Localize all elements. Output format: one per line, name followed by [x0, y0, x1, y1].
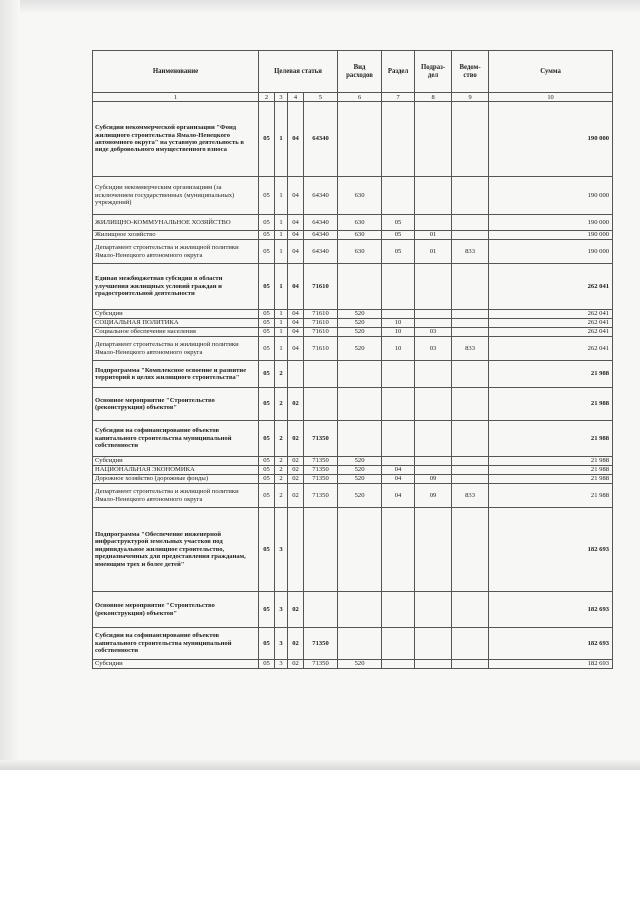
row-sum-cell: 262 041 — [489, 328, 613, 337]
row-code-cell-c3: 2 — [275, 475, 288, 484]
row-code-cell-c8: 03 — [415, 328, 452, 337]
row-code-cell-c3: 2 — [275, 388, 288, 421]
row-code-cell-c5: 71350 — [304, 457, 338, 466]
row-code-cell-c7 — [382, 388, 415, 421]
row-sum-cell: 190 000 — [489, 231, 613, 240]
table-row — [93, 328, 613, 337]
row-code-cell-c7 — [382, 628, 415, 660]
row-code-cell-c7: 04 — [382, 466, 415, 475]
row-code-cell-c7 — [382, 508, 415, 592]
row-code-cell-c6 — [338, 421, 382, 457]
table-row — [93, 466, 613, 475]
row-code-cell-c4: 04 — [288, 264, 304, 310]
column-number: 2 — [259, 93, 275, 102]
row-name-cell: Департамент строительства и жилищной политики Ямало-Ненецкого автономного округа — [93, 484, 259, 508]
row-sum-cell: 262 041 — [489, 337, 613, 361]
row-name-cell: Подпрограмма "Обеспечение инженерной инфраструктурой земельных участков под индивидуальное жилищное строительство, предназначенных для предоставления гражданам, имеющим трех и более детей" — [93, 508, 259, 592]
table-row — [93, 484, 613, 508]
row-code-cell-c5: 64340 — [304, 102, 338, 177]
row-name-cell: Субсидии — [93, 660, 259, 669]
row-code-cell-c6: 630 — [338, 215, 382, 231]
table-row — [93, 421, 613, 457]
row-code-cell-c4: 04 — [288, 337, 304, 361]
row-code-cell-c3: 1 — [275, 177, 288, 215]
row-name-cell: Подпрограмма "Комплексное освоение и развитие территорий в целях жилищного строительства" — [93, 361, 259, 388]
row-name-cell: Субсидии — [93, 457, 259, 466]
row-name-cell: Жилищное хозяйство — [93, 231, 259, 240]
row-sum-cell: 21 988 — [489, 457, 613, 466]
row-name-cell: Социальное обеспечение населения — [93, 328, 259, 337]
row-code-cell-c3: 3 — [275, 592, 288, 628]
row-code-cell-c3: 2 — [275, 466, 288, 475]
row-code-cell-c9 — [452, 508, 489, 592]
row-code-cell-c6 — [338, 592, 382, 628]
row-code-cell-c9 — [452, 264, 489, 310]
row-code-cell-c5: 71350 — [304, 628, 338, 660]
row-code-cell-c8 — [415, 310, 452, 319]
row-code-cell-c5 — [304, 508, 338, 592]
row-code-cell-c2: 05 — [259, 361, 275, 388]
row-code-cell-c6: 520 — [338, 310, 382, 319]
header-sum: Сумма — [489, 51, 613, 93]
column-number: 3 — [275, 93, 288, 102]
row-code-cell-c6: 520 — [338, 337, 382, 361]
row-code-cell-c9: 833 — [452, 484, 489, 508]
row-code-cell-c8 — [415, 628, 452, 660]
row-code-cell-c2: 05 — [259, 215, 275, 231]
row-code-cell-c4: 04 — [288, 310, 304, 319]
row-name-cell: Единая межбюджетная субсидия в области улучшения жилищных условий граждан и градостроительной деятельности — [93, 264, 259, 310]
header-target: Целевая статья — [259, 51, 338, 93]
row-code-cell-c4: 04 — [288, 240, 304, 264]
row-code-cell-c7 — [382, 592, 415, 628]
row-code-cell-c9 — [452, 475, 489, 484]
row-code-cell-c9 — [452, 421, 489, 457]
row-code-cell-c3: 1 — [275, 240, 288, 264]
table-row — [93, 102, 613, 177]
table-row — [93, 310, 613, 319]
row-sum-cell: 262 041 — [489, 310, 613, 319]
table-row — [93, 508, 613, 592]
row-code-cell-c5: 64340 — [304, 240, 338, 264]
table-row — [93, 231, 613, 240]
row-code-cell-c4: 02 — [288, 475, 304, 484]
row-code-cell-c3: 3 — [275, 628, 288, 660]
row-code-cell-c4: 02 — [288, 660, 304, 669]
table-row — [93, 264, 613, 310]
row-name-cell: НАЦИОНАЛЬНАЯ ЭКОНОМИКА — [93, 466, 259, 475]
table-row — [93, 361, 613, 388]
row-code-cell-c4 — [288, 508, 304, 592]
column-number: 9 — [452, 93, 489, 102]
row-code-cell-c7 — [382, 310, 415, 319]
row-code-cell-c3: 3 — [275, 660, 288, 669]
row-sum-cell: 21 988 — [489, 484, 613, 508]
row-code-cell-c3: 1 — [275, 337, 288, 361]
row-code-cell-c8 — [415, 177, 452, 215]
row-code-cell-c8 — [415, 361, 452, 388]
row-code-cell-c2: 05 — [259, 592, 275, 628]
header-subsection: Подраз-дел — [415, 51, 452, 93]
row-code-cell-c8: 09 — [415, 475, 452, 484]
row-code-cell-c2: 05 — [259, 240, 275, 264]
row-code-cell-c6: 630 — [338, 231, 382, 240]
row-code-cell-c5: 64340 — [304, 177, 338, 215]
row-code-cell-c4: 04 — [288, 215, 304, 231]
table-row — [93, 475, 613, 484]
row-sum-cell: 262 041 — [489, 264, 613, 310]
row-code-cell-c6 — [338, 508, 382, 592]
row-code-cell-c8 — [415, 466, 452, 475]
row-code-cell-c8: 01 — [415, 231, 452, 240]
row-sum-cell: 262 041 — [489, 319, 613, 328]
row-code-cell-c5: 71350 — [304, 475, 338, 484]
row-name-cell: Субсидии некоммерческим организациям (за исключением государственных (муниципальных) учреждений) — [93, 177, 259, 215]
row-code-cell-c7 — [382, 361, 415, 388]
row-code-cell-c5: 71610 — [304, 337, 338, 361]
row-code-cell-c7 — [382, 177, 415, 215]
table-row — [93, 215, 613, 231]
row-code-cell-c2: 05 — [259, 660, 275, 669]
row-code-cell-c2: 05 — [259, 421, 275, 457]
row-sum-cell: 190 000 — [489, 240, 613, 264]
row-code-cell-c2: 05 — [259, 319, 275, 328]
column-number-row — [93, 93, 613, 102]
table-row — [93, 337, 613, 361]
row-code-cell-c6: 520 — [338, 457, 382, 466]
row-code-cell-c4: 04 — [288, 177, 304, 215]
row-code-cell-c6 — [338, 264, 382, 310]
row-code-cell-c9 — [452, 319, 489, 328]
row-name-cell: Субсидии на софинансирование объектов капитального строительства муниципальной собственности — [93, 628, 259, 660]
row-code-cell-c2: 05 — [259, 484, 275, 508]
table-row — [93, 457, 613, 466]
table-row — [93, 177, 613, 215]
row-code-cell-c4 — [288, 361, 304, 388]
row-code-cell-c9 — [452, 215, 489, 231]
row-code-cell-c9 — [452, 328, 489, 337]
column-number: 6 — [338, 93, 382, 102]
row-code-cell-c6: 630 — [338, 240, 382, 264]
row-code-cell-c9 — [452, 457, 489, 466]
row-code-cell-c7 — [382, 660, 415, 669]
row-code-cell-c5: 71350 — [304, 421, 338, 457]
row-sum-cell: 190 000 — [489, 177, 613, 215]
row-code-cell-c5: 71610 — [304, 328, 338, 337]
row-code-cell-c5: 71350 — [304, 466, 338, 475]
row-code-cell-c5 — [304, 388, 338, 421]
row-code-cell-c6: 520 — [338, 466, 382, 475]
row-code-cell-c2: 05 — [259, 310, 275, 319]
row-code-cell-c9 — [452, 466, 489, 475]
row-code-cell-c9 — [452, 177, 489, 215]
row-code-cell-c2: 05 — [259, 388, 275, 421]
row-code-cell-c9: 833 — [452, 240, 489, 264]
row-code-cell-c2: 05 — [259, 628, 275, 660]
table-row — [93, 388, 613, 421]
row-code-cell-c9 — [452, 102, 489, 177]
row-code-cell-c5: 71610 — [304, 264, 338, 310]
row-code-cell-c3: 1 — [275, 310, 288, 319]
row-code-cell-c4: 04 — [288, 319, 304, 328]
row-code-cell-c6 — [338, 628, 382, 660]
row-code-cell-c6: 520 — [338, 475, 382, 484]
row-code-cell-c6 — [338, 388, 382, 421]
column-number: 7 — [382, 93, 415, 102]
row-code-cell-c4: 04 — [288, 328, 304, 337]
row-code-cell-c3: 1 — [275, 319, 288, 328]
row-code-cell-c2: 05 — [259, 466, 275, 475]
header-kind: Вид расходов — [338, 51, 382, 93]
row-code-cell-c8 — [415, 215, 452, 231]
header-dept: Ведом-ство — [452, 51, 489, 93]
table-row — [93, 319, 613, 328]
row-code-cell-c7: 10 — [382, 328, 415, 337]
table-row — [93, 660, 613, 669]
row-code-cell-c8 — [415, 508, 452, 592]
row-code-cell-c8 — [415, 264, 452, 310]
column-number: 1 — [93, 93, 259, 102]
row-name-cell: Основное мероприятие "Строительство (реконструкция) объектов" — [93, 388, 259, 421]
row-code-cell-c9: 833 — [452, 337, 489, 361]
row-name-cell: Субсидии — [93, 310, 259, 319]
row-code-cell-c7: 10 — [382, 319, 415, 328]
row-code-cell-c2: 05 — [259, 102, 275, 177]
column-number: 4 — [288, 93, 304, 102]
row-sum-cell: 182 693 — [489, 628, 613, 660]
row-code-cell-c3: 2 — [275, 457, 288, 466]
table-row — [93, 240, 613, 264]
row-code-cell-c3: 2 — [275, 484, 288, 508]
row-sum-cell: 182 693 — [489, 592, 613, 628]
row-code-cell-c3: 1 — [275, 328, 288, 337]
row-code-cell-c7 — [382, 102, 415, 177]
row-code-cell-c6: 520 — [338, 319, 382, 328]
row-code-cell-c5: 64340 — [304, 215, 338, 231]
table-row — [93, 628, 613, 660]
row-code-cell-c5 — [304, 592, 338, 628]
row-code-cell-c9 — [452, 388, 489, 421]
row-code-cell-c4: 02 — [288, 628, 304, 660]
row-code-cell-c6: 520 — [338, 484, 382, 508]
row-code-cell-c8 — [415, 660, 452, 669]
row-code-cell-c2: 05 — [259, 475, 275, 484]
column-number: 10 — [489, 93, 613, 102]
row-code-cell-c9 — [452, 592, 489, 628]
budget-table — [92, 50, 613, 669]
row-code-cell-c6: 520 — [338, 328, 382, 337]
row-code-cell-c4: 04 — [288, 102, 304, 177]
column-number: 5 — [304, 93, 338, 102]
row-code-cell-c3: 1 — [275, 102, 288, 177]
row-code-cell-c8 — [415, 319, 452, 328]
header-row — [93, 51, 613, 93]
row-code-cell-c2: 05 — [259, 457, 275, 466]
row-code-cell-c2: 05 — [259, 264, 275, 310]
scan-edge-bottom — [0, 760, 640, 770]
row-code-cell-c8 — [415, 102, 452, 177]
row-code-cell-c3: 3 — [275, 508, 288, 592]
row-code-cell-c3: 1 — [275, 231, 288, 240]
column-number: 8 — [415, 93, 452, 102]
row-code-cell-c6 — [338, 102, 382, 177]
row-sum-cell: 21 988 — [489, 475, 613, 484]
row-code-cell-c5: 71610 — [304, 319, 338, 328]
row-code-cell-c2: 05 — [259, 328, 275, 337]
row-code-cell-c9 — [452, 660, 489, 669]
row-code-cell-c2: 05 — [259, 337, 275, 361]
row-code-cell-c9 — [452, 361, 489, 388]
row-code-cell-c4: 02 — [288, 457, 304, 466]
row-code-cell-c4: 02 — [288, 421, 304, 457]
row-code-cell-c7 — [382, 421, 415, 457]
row-sum-cell: 21 988 — [489, 421, 613, 457]
header-name: Наименование — [93, 51, 259, 93]
row-code-cell-c5: 64340 — [304, 231, 338, 240]
row-code-cell-c3: 2 — [275, 361, 288, 388]
row-code-cell-c8 — [415, 592, 452, 628]
row-code-cell-c5: 71350 — [304, 660, 338, 669]
row-code-cell-c3: 1 — [275, 264, 288, 310]
row-code-cell-c7: 05 — [382, 215, 415, 231]
row-code-cell-c4: 02 — [288, 592, 304, 628]
row-code-cell-c8 — [415, 421, 452, 457]
row-sum-cell: 190 000 — [489, 215, 613, 231]
row-sum-cell: 182 693 — [489, 660, 613, 669]
table-row — [93, 592, 613, 628]
row-code-cell-c6: 630 — [338, 177, 382, 215]
scan-edge-top — [0, 0, 640, 14]
row-sum-cell: 190 000 — [489, 102, 613, 177]
scan-edge-left — [0, 0, 20, 770]
row-name-cell: Департамент строительства и жилищной политики Ямало-Ненецкого автономного округа — [93, 337, 259, 361]
row-code-cell-c7: 04 — [382, 484, 415, 508]
row-sum-cell: 182 693 — [489, 508, 613, 592]
row-code-cell-c9 — [452, 628, 489, 660]
row-code-cell-c3: 1 — [275, 215, 288, 231]
row-code-cell-c7: 05 — [382, 231, 415, 240]
row-code-cell-c7 — [382, 457, 415, 466]
row-code-cell-c5 — [304, 361, 338, 388]
row-code-cell-c2: 05 — [259, 508, 275, 592]
row-code-cell-c6 — [338, 361, 382, 388]
row-code-cell-c8: 09 — [415, 484, 452, 508]
header-section: Раздел — [382, 51, 415, 93]
row-name-cell: Основное мероприятие "Строительство (реконструкция) объектов" — [93, 592, 259, 628]
row-code-cell-c2: 05 — [259, 177, 275, 215]
row-name-cell: Дорожное хозяйство (дорожные фонды) — [93, 475, 259, 484]
row-code-cell-c3: 2 — [275, 421, 288, 457]
row-code-cell-c9 — [452, 231, 489, 240]
row-sum-cell: 21 988 — [489, 466, 613, 475]
row-name-cell: Субсидии некоммерческой организации "Фонд жилищного строительства Ямало-Ненецкого автономного округа" на уставную деятельность в виде добровольного имущественного взноса — [93, 102, 259, 177]
row-code-cell-c8: 01 — [415, 240, 452, 264]
row-code-cell-c8 — [415, 457, 452, 466]
row-code-cell-c4: 02 — [288, 484, 304, 508]
row-code-cell-c8: 03 — [415, 337, 452, 361]
row-sum-cell: 21 988 — [489, 388, 613, 421]
row-code-cell-c6: 520 — [338, 660, 382, 669]
row-name-cell: СОЦИАЛЬНАЯ ПОЛИТИКА — [93, 319, 259, 328]
row-code-cell-c8 — [415, 388, 452, 421]
row-code-cell-c7: 10 — [382, 337, 415, 361]
table-body — [93, 102, 613, 669]
row-code-cell-c7: 05 — [382, 240, 415, 264]
row-code-cell-c7: 04 — [382, 475, 415, 484]
row-code-cell-c4: 02 — [288, 466, 304, 475]
row-code-cell-c5: 71350 — [304, 484, 338, 508]
row-code-cell-c2: 05 — [259, 231, 275, 240]
row-code-cell-c5: 71610 — [304, 310, 338, 319]
row-code-cell-c4: 02 — [288, 388, 304, 421]
row-code-cell-c7 — [382, 264, 415, 310]
row-code-cell-c4: 04 — [288, 231, 304, 240]
row-name-cell: Департамент строительства и жилищной политики Ямало-Ненецкого автономного округа — [93, 240, 259, 264]
row-code-cell-c9 — [452, 310, 489, 319]
row-name-cell: ЖИЛИЩНО-КОММУНАЛЬНОЕ ХОЗЯЙСТВО — [93, 215, 259, 231]
row-name-cell: Субсидии на софинансирование объектов капитального строительства муниципальной собственности — [93, 421, 259, 457]
row-sum-cell: 21 988 — [489, 361, 613, 388]
